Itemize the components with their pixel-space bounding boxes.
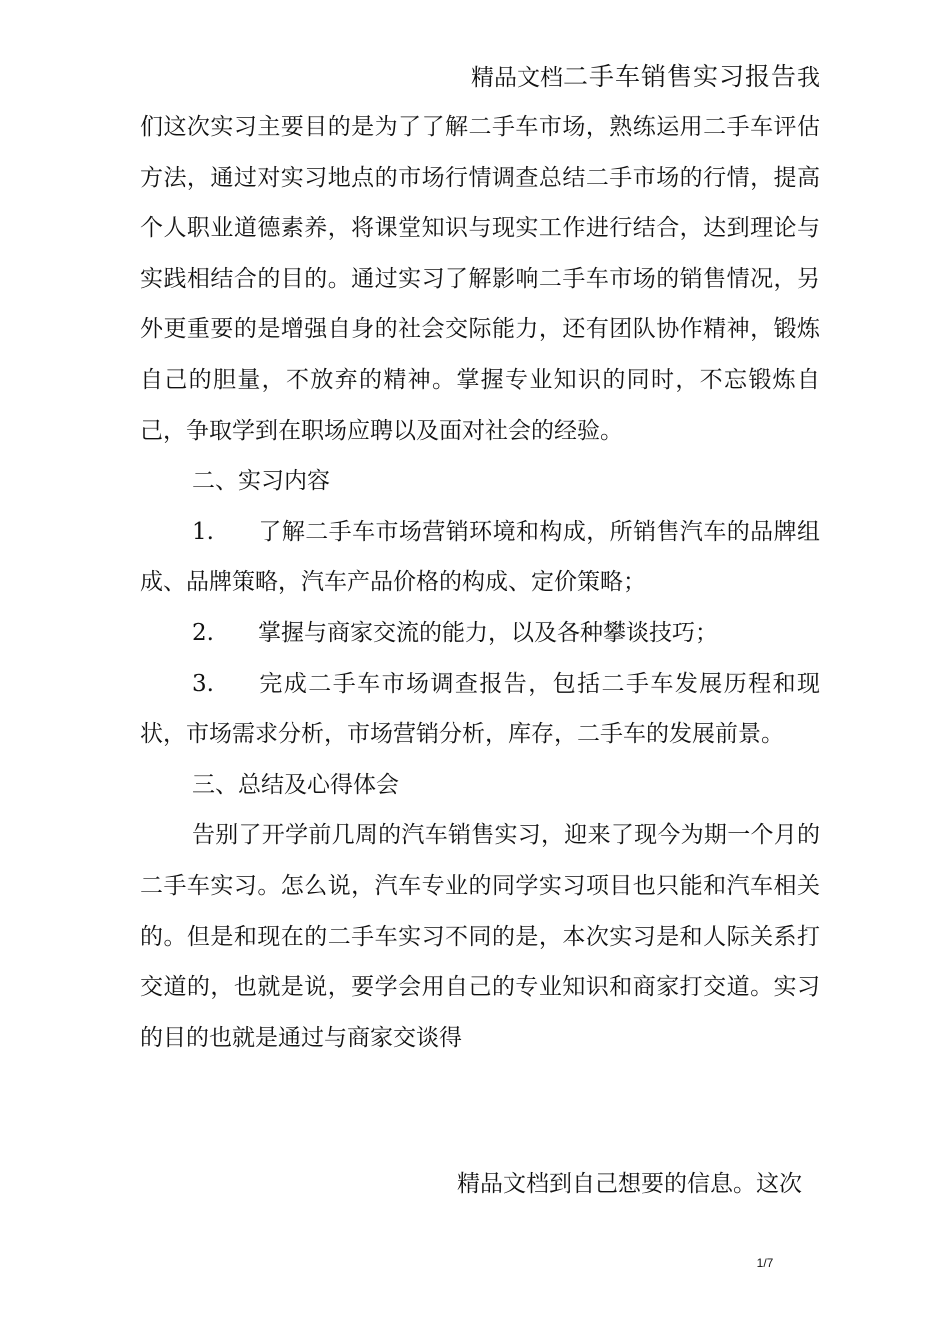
list-item-3	[140, 659, 820, 760]
page-number: 1/7	[756, 1256, 774, 1270]
list-item-1	[140, 507, 820, 608]
section-heading-content: 二、实习内容	[192, 468, 330, 495]
section-heading-summary: 三、总结及心得体会	[192, 771, 399, 798]
header-line	[140, 52, 820, 103]
header-lead-text: 我	[797, 65, 820, 91]
document-body	[140, 102, 820, 1063]
list-number: 3.	[192, 670, 214, 697]
intro-paragraph: 们这次实习主要目的是为了了解二手车市场，熟练运用二手车评估方法，通过对实习地点的市场行情调查总结二手市场的行情，提高个人职业道德素养，将课堂知识与现实工作进行结合，达到理论与实践相结合的目的。通过实习了解影响二手车市场的销售情况，另外更重要的是增强自身的社会交际能力，还有团队协作精神，锻炼自己的胆量，不放弃的精神。掌握专业知识的同时，不忘锻炼自己，争取学到在职场应聘以及面对社会的经验。	[140, 114, 820, 444]
list-item-text: 掌握与商家交流的能力，以及各种攀谈技巧；	[258, 619, 718, 646]
list-item-text: 了解二手车市场营销环境和构成，所销售汽车的品牌组成、品牌策略，汽车产品价格的构成、定价策略；	[140, 518, 820, 596]
header-label: 精品文档	[470, 65, 563, 91]
footer-text: 到自己想要的信息。这次	[549, 1171, 802, 1197]
list-item-text: 完成二手车市场调查报告，包括二手车发展历程和现状，市场需求分析，市场营销分析，库存，二手车的发展前景。	[140, 670, 820, 748]
list-number: 1.	[192, 518, 214, 545]
summary-paragraph: 告别了开学前几周的汽车销售实习，迎来了现今为期一个月的二手车实习。怎么说，汽车专业的同学实习项目也只能和汽车相关的。但是和现在的二手车实习不同的是，本次实习是和人际关系打交道的，也就是说，要学会用自己的专业知识和商家打交道。实习的目的也就是通过与商家交谈得	[140, 822, 820, 1051]
footer-label: 精品文档	[457, 1171, 549, 1197]
list-number: 2.	[192, 619, 214, 646]
document-title: 二手车销售实习报告	[562, 62, 797, 91]
footer-line	[140, 1159, 802, 1209]
list-item-2	[140, 608, 820, 659]
